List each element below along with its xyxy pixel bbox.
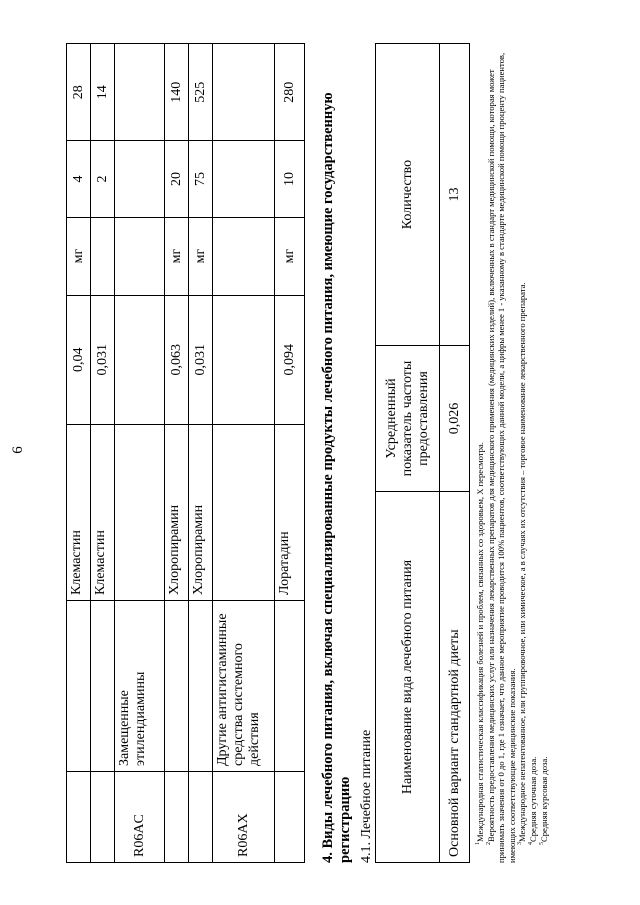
footnote-1: $^1$Международная статистическая классификация болезней и проблем, связанных со здоровьем, X пересмотра. xyxy=(475,442,485,845)
cell-unit xyxy=(91,217,115,295)
cell-freq: 0,031 xyxy=(91,295,115,424)
cell-skd: 28 xyxy=(67,44,91,141)
cell-diet-name: Основной вариант стандартной диеты xyxy=(440,492,470,863)
cell-sdd: 2 xyxy=(91,141,115,217)
table-row xyxy=(67,44,91,863)
cell-code xyxy=(189,772,213,863)
cell-code xyxy=(67,772,91,863)
cell-name xyxy=(213,425,275,601)
cell-code: R06AX xyxy=(213,772,275,863)
subsection-4-1-title: 4.1. Лечебное питание xyxy=(359,729,374,863)
table-row xyxy=(115,44,165,863)
cell-freq: 0,031 xyxy=(189,295,213,424)
cell-group: Другие антигистаминные средства системного действия xyxy=(213,601,275,772)
cell-freq xyxy=(115,295,165,424)
cell-freq: 0,04 xyxy=(67,295,91,424)
cell-name: Хлоропирамин xyxy=(165,425,189,601)
cell-group xyxy=(275,601,305,772)
cell-freq: 0,094 xyxy=(275,295,305,424)
cell-name: Клемастин xyxy=(67,425,91,601)
footnote-3: $^3$Международное непатентованное, или группировочное, или химическое, а в случаях их отсутствия – торговое наименование лекарственного препарата. xyxy=(517,282,528,845)
cell-unit: мг xyxy=(67,217,91,295)
table-row xyxy=(165,44,189,863)
section-4-title: 4. Виды лечебного питания, включая специализированные продукты лечебного питания, имеющие государственную регистрацию xyxy=(320,92,353,863)
cell-name: Лоратадин xyxy=(275,425,305,601)
cell-group xyxy=(165,601,189,772)
footnote-2: $^2$Вероятность предоставления медицинских услуг или назначения лекарственных препаратов для медицинского применения (медицинских изделий), включенных в стандарт медицинской помощи, которая может принимать значения от 0 до 1, где 1 означает, что данное мероприятие проводится 100% пациентов, соответствующих данной модели, а цифры менее 1 - указанному в стандарте медицинской помощи проценту пациентов, имеющих соответствующие медицинские показания. xyxy=(485,52,517,863)
cell-group xyxy=(67,601,91,772)
page-number: 6 xyxy=(10,446,26,454)
cell-freq: 0,063 xyxy=(165,295,189,424)
footnotes xyxy=(475,33,549,863)
cell-unit xyxy=(115,217,165,295)
cell-skd: 140 xyxy=(165,44,189,141)
header-frequency: Усредненный показатель частоты предоставления xyxy=(376,346,440,492)
cell-sdd xyxy=(115,141,165,217)
table-row xyxy=(275,44,305,863)
cell-unit: мг xyxy=(165,217,189,295)
cell-unit: мг xyxy=(275,217,305,295)
table-row xyxy=(189,44,213,863)
cell-unit xyxy=(213,217,275,295)
cell-freq xyxy=(213,295,275,424)
footnote-5: $^5$Средняя курсовая доза. xyxy=(538,756,549,845)
table-header-row xyxy=(376,44,440,863)
cell-skd: 525 xyxy=(189,44,213,141)
cell-skd xyxy=(115,44,165,141)
header-diet-name: Наименование вида лечебного питания xyxy=(376,492,440,863)
cell-name: Хлоропирамин xyxy=(189,425,213,601)
table-row xyxy=(91,44,115,863)
cell-quantity: 13 xyxy=(440,44,470,346)
cell-unit: мг xyxy=(189,217,213,295)
header-quantity: Количество xyxy=(376,44,440,346)
cell-group xyxy=(91,601,115,772)
cell-group: Замещенные этилендиамины xyxy=(115,601,165,772)
table-row xyxy=(440,44,470,863)
drug-table xyxy=(66,43,305,863)
cell-skd xyxy=(213,44,275,141)
cell-sdd: 10 xyxy=(275,141,305,217)
cell-sdd: 75 xyxy=(189,141,213,217)
cell-code: R06AC xyxy=(115,772,165,863)
cell-skd: 280 xyxy=(275,44,305,141)
cell-code xyxy=(91,772,115,863)
cell-code xyxy=(275,772,305,863)
cell-sdd xyxy=(213,141,275,217)
cell-group xyxy=(189,601,213,772)
table-row xyxy=(213,44,275,863)
cell-name: Клемастин xyxy=(91,425,115,601)
footnote-4: $^4$Средняя суточная доза. xyxy=(527,756,538,845)
cell-skd: 14 xyxy=(91,44,115,141)
cell-code xyxy=(165,772,189,863)
cell-name xyxy=(115,425,165,601)
cell-sdd: 20 xyxy=(165,141,189,217)
cell-sdd: 4 xyxy=(67,141,91,217)
cell-frequency: 0,026 xyxy=(440,346,470,492)
diet-table xyxy=(375,43,470,863)
